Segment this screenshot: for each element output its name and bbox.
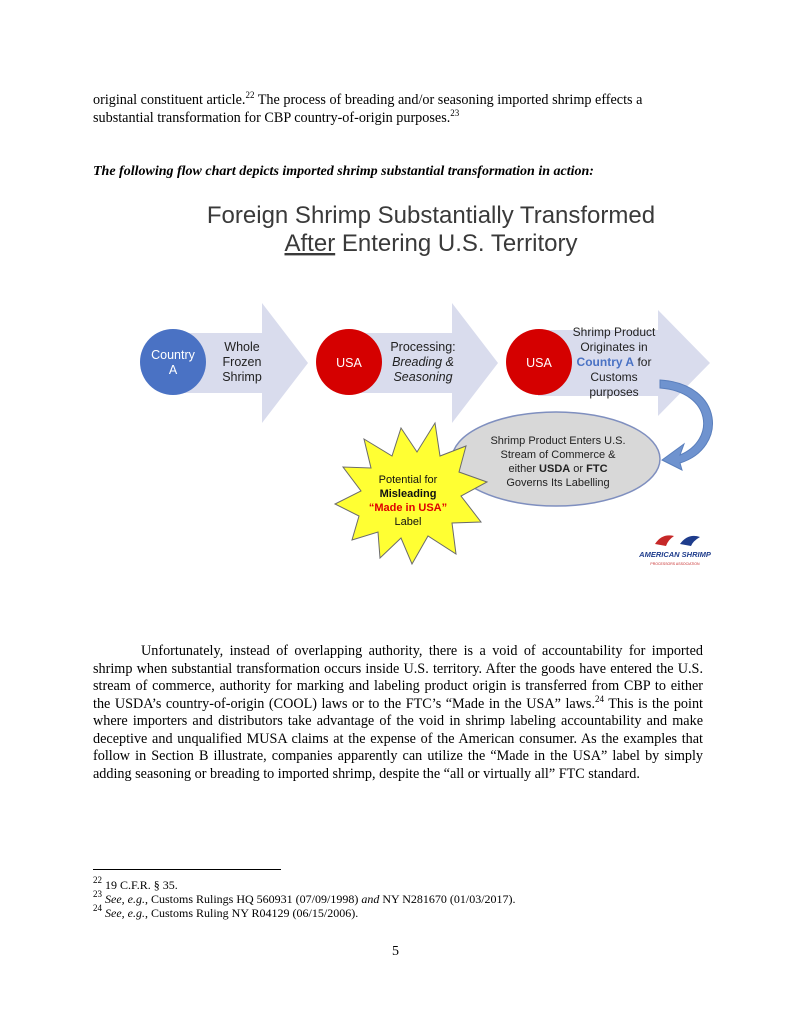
- star-text-3: “Made in USA”: [368, 502, 448, 514]
- star-text-2: Misleading: [379, 488, 437, 500]
- body-paragraph-text: Unfortunately, instead of overlapping authority, there is a void of accountability for imported shrimp when substantial transformation occurs inside U.S. territory. After the goods have entered the U.S. stream of commerce, authority for marking and labeling product origin is transferred from CBP to either the USDA’s country-of-origin (COOL) laws or to the FTC’s “Made in the USA” laws.: [93, 643, 703, 712]
- step3-text-1: Shrimp Product: [572, 325, 656, 339]
- oval-ftc: FTC: [586, 463, 608, 475]
- step2-text-2: Breading &: [392, 355, 454, 369]
- footnote-ref-22[interactable]: 22: [245, 90, 255, 100]
- footnote-italic: See, e.g.: [102, 892, 145, 906]
- country-a-highlight: Country A: [576, 355, 635, 369]
- footnote-text: , Customs Ruling NY R04129 (06/15/2006).: [144, 906, 359, 920]
- top-paragraph-text: original constituent article.: [93, 92, 246, 108]
- footnote-text: NY N281670 (01/03/2017).: [379, 892, 516, 906]
- footnote-23: [93, 889, 516, 906]
- usa-circle-1-label: USA: [336, 356, 362, 370]
- step1-text-3: Shrimp: [222, 370, 262, 384]
- flowchart: [0, 190, 791, 575]
- flowchart-title-line1: Foreign Shrimp Substantially Transformed: [206, 202, 656, 229]
- flowchart-intro: The following flow chart depicts imported shrimp substantial transformation in action:: [93, 164, 594, 179]
- step1-text-1: Whole: [224, 340, 260, 354]
- footnote-number: 23: [93, 889, 102, 899]
- step2-text-1: Processing:: [390, 340, 456, 354]
- oval-text-2: Stream of Commerce &: [500, 449, 616, 461]
- top-paragraph-text-2: The process of breading and/or seasoning imported shrimp effects a substantial transformation for CBP country-of-origin purposes.: [93, 92, 643, 126]
- footnote-italic: See, e.g.: [102, 906, 145, 920]
- footnote-ref-24[interactable]: 24: [595, 693, 604, 704]
- oval-text-1: Shrimp Product Enters U.S.: [490, 435, 626, 447]
- page-number: 5: [392, 944, 399, 959]
- step2-text-3: Seasoning: [393, 370, 453, 384]
- step3-text-3-rest: for: [634, 355, 652, 369]
- top-paragraph: [93, 91, 703, 127]
- footnote-divider: [93, 869, 281, 870]
- title-underlined-word: After: [284, 230, 336, 257]
- oval-text-3a: either: [508, 463, 540, 475]
- logo-shrimp-icon-2: [680, 536, 700, 546]
- step3-text-4: Customs: [590, 370, 638, 384]
- star-text-1: Potential for: [378, 474, 438, 486]
- step3-text-2: Originates in: [580, 340, 648, 354]
- oval-text-4: Governs Its Labelling: [506, 477, 610, 489]
- footnote-italic: and: [361, 892, 380, 906]
- step1-text-2: Frozen: [222, 355, 262, 369]
- flowchart-title-line2: [285, 230, 578, 257]
- oval-or: or: [570, 463, 587, 475]
- logo-shrimp-icon: [655, 535, 674, 546]
- country-a-circle: [140, 329, 206, 395]
- country-a-label-1: Country: [151, 348, 195, 362]
- country-a-label-2: A: [168, 363, 178, 377]
- logo-name: AMERICAN SHRIMP: [639, 550, 711, 559]
- usa-circle-2-label: USA: [526, 356, 552, 370]
- oval-usda: USDA: [539, 463, 571, 475]
- footnote-number: 24: [93, 903, 102, 913]
- american-shrimp-logo: [638, 535, 712, 566]
- oval-text-3: [508, 463, 607, 475]
- body-paragraph: [93, 643, 703, 783]
- step3-text-5: purposes: [589, 385, 639, 399]
- footnote-text: 19 C.F.R. § 35.: [102, 878, 178, 892]
- logo-sub: PROCESSORS ASSOCIATION: [650, 562, 700, 566]
- footnote-ref-23[interactable]: 23: [450, 108, 460, 118]
- step3-text-3: [577, 355, 652, 369]
- footnote-text: , Customs Rulings HQ 560931 (07/09/1998): [144, 892, 362, 906]
- title-line2-rest: Entering U.S. Territory: [335, 230, 578, 257]
- body-paragraph-text-2: This is the point where importers and distributors take advantage of the void in shrimp labeling accountability and make deceptive and unqualified MUSA claims at the expense of the American consumer. As the examples that follow in Section B illustrate, companies apparently can utilize the “Made in the USA” label by simply adding seasoning or breading to imported shrimp, despite the “all or virtually all” FTC standard.: [93, 695, 703, 782]
- footnote-22: [93, 875, 178, 892]
- star-text-4: Label: [394, 516, 422, 528]
- footnote-24: [93, 903, 359, 920]
- footnote-number: 22: [93, 875, 102, 885]
